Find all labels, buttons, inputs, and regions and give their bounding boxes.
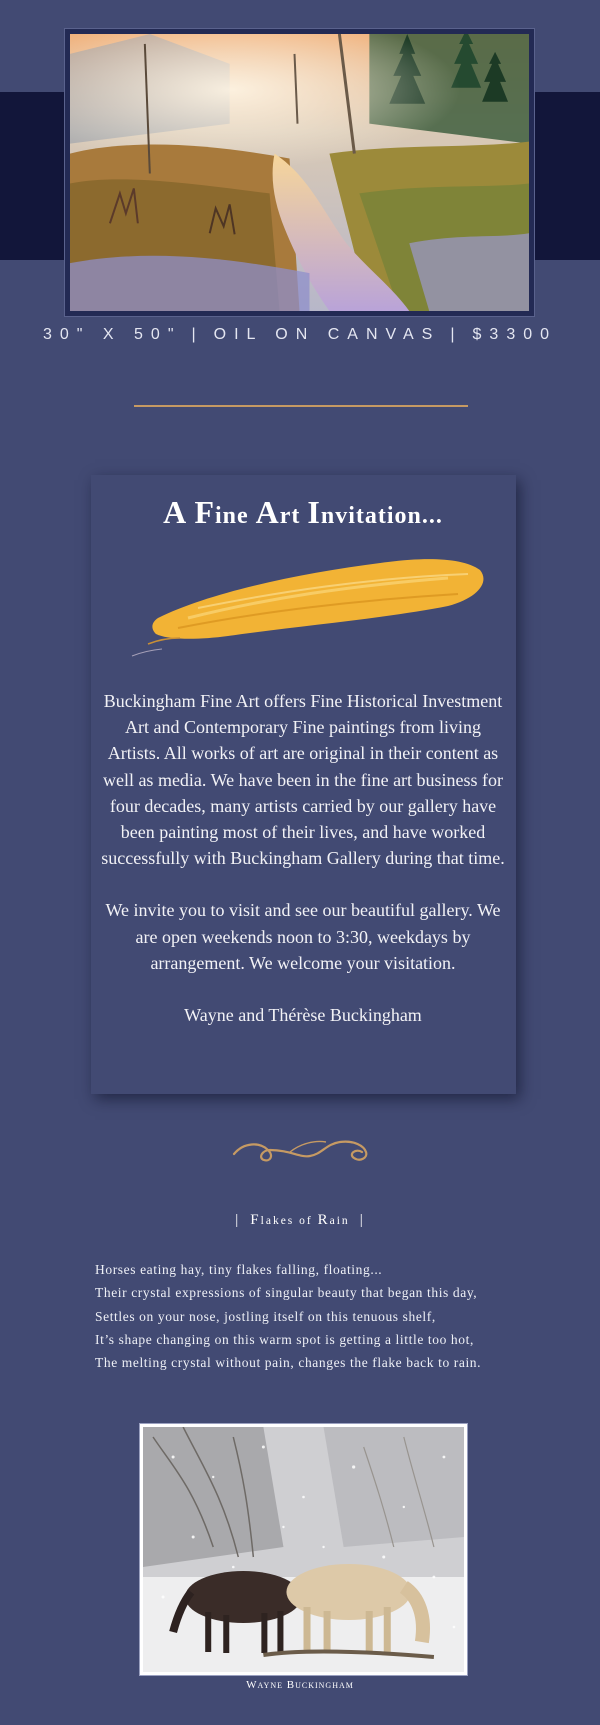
artwork-price: $3300: [472, 326, 558, 343]
artwork-details: [0, 326, 600, 344]
invitation-body: [100, 688, 506, 1028]
title-part: lakes of: [260, 1215, 318, 1227]
horses-in-snow-photo-icon: [143, 1427, 464, 1672]
paint-brush-stroke-icon: [128, 548, 488, 666]
photo-credit: [0, 1679, 600, 1691]
title-part: rt: [279, 503, 308, 529]
artwork-medium: OIL ON CANVAS: [213, 326, 441, 343]
title-part: ain: [329, 1215, 350, 1227]
title-bar: |: [235, 1212, 241, 1228]
photo-credit-text: Wayne Buckingham: [246, 1679, 354, 1691]
invitation-title: [86, 494, 520, 531]
separator: |: [450, 326, 463, 343]
featured-painting-frame[interactable]: [64, 28, 535, 317]
title-bar: |: [359, 1212, 365, 1228]
title-part: ine: [214, 503, 256, 529]
title-part: F: [250, 1212, 261, 1228]
invitation-paragraph: We invite you to visit and see our beautiful gallery. We are open weekends noon to 3:30, weekdays by arrangement. We welcome your visitation.: [105, 900, 501, 973]
title-part: nvitation...: [320, 503, 443, 529]
poem-line: The melting crystal without pain, changes the flake back to rain.: [95, 1355, 482, 1371]
horses-photo-frame[interactable]: [139, 1423, 468, 1676]
title-part: R: [317, 1212, 330, 1228]
gold-divider: [134, 405, 468, 407]
separator: |: [191, 326, 204, 343]
poem-line: Settles on your nose, jostling itself on this tenuous shelf,: [95, 1308, 436, 1324]
poem-line: It’s shape changing on this warm spot is getting a little too hot,: [95, 1331, 474, 1347]
title-part: A: [163, 494, 195, 530]
ornamental-flourish-icon: [230, 1130, 372, 1168]
title-part: I: [307, 494, 321, 530]
title-part: A: [255, 494, 280, 530]
poem-line: Their crystal expressions of singular beauty that began this day,: [95, 1285, 478, 1301]
title-part: F: [194, 494, 215, 530]
poem-lines: [95, 1258, 535, 1374]
invitation-signature: Wayne and Thérèse Buckingham: [184, 1005, 422, 1026]
invitation-paragraph: Buckingham Fine Art offers Fine Historical Investment Art and Contemporary Fine paintings from living Artists. All works of art are original in their content as well as media. We have been in the fine art business for four decades, many artists carried by our gallery have been painting most of their lives, and have worked successfully with Buckingham Gallery during that time.: [101, 691, 505, 869]
poem-line: Horses eating hay, tiny flakes falling, floating...: [95, 1262, 383, 1277]
landscape-painting-icon: [70, 34, 529, 311]
poem-title: [0, 1212, 600, 1229]
artwork-size: 30" X 50": [42, 326, 182, 343]
